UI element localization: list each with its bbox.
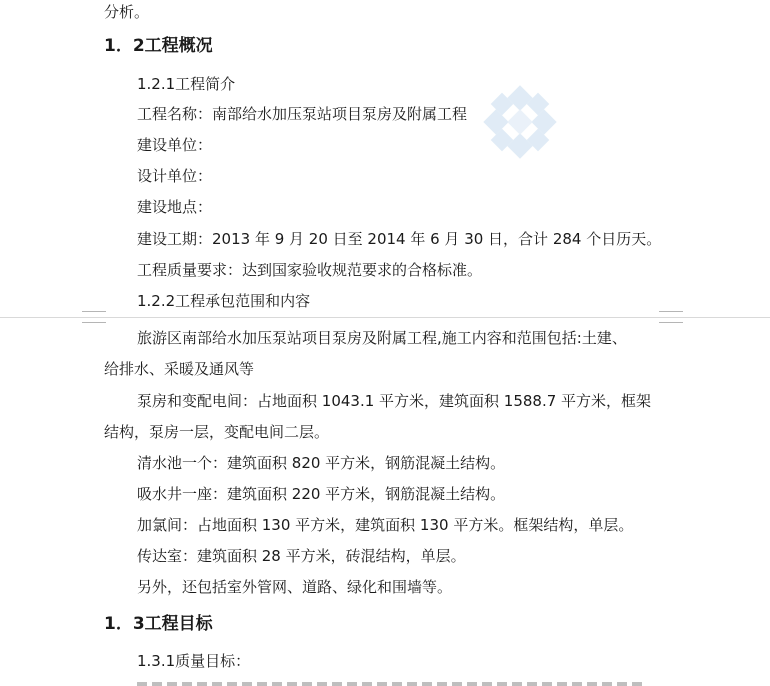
suction-well-line: 吸水井一座：建筑面积 220 平方米，钢筋混凝土结构。	[137, 485, 506, 503]
subsection-heading-1-2-1: 1.2.1工程简介	[137, 75, 236, 93]
subsection-heading-1-3-1: 1.3.1质量目标：	[137, 652, 251, 670]
page-break	[0, 317, 770, 318]
subsection-heading-1-2-2: 1.2.2工程承包范围和内容	[137, 292, 311, 310]
section-heading-1-3: 1．3工程目标	[104, 614, 213, 634]
chlorination-room-line: 加氯间：占地面积 130 平方米，建筑面积 130 平方米。框架结构，单层。	[137, 516, 634, 534]
duration-line: 建设工期：2013 年 9 月 20 日至 2014 年 6 月 30 日，合计 284 个日历天。	[137, 230, 662, 248]
quality-requirement-line: 工程质量要求：达到国家验收规范要求的合格标准。	[137, 261, 483, 279]
designer-line: 设计单位：	[137, 167, 213, 185]
others-line: 另外，还包括室外管网、道路、绿化和围墙等。	[137, 578, 453, 596]
clear-water-pool-line: 清水池一个：建筑面积 820 平方米，钢筋混凝土结构。	[137, 454, 506, 472]
page-break-marker-right	[659, 311, 683, 323]
cut-off-text-line	[137, 682, 647, 686]
page-break-marker-left	[82, 311, 106, 323]
builder-line: 建设单位：	[137, 136, 213, 154]
scope-paragraph-line1: 旅游区南部给水加压泵站项目泵房及附属工程,施工内容和范围包括:土建、	[137, 329, 627, 347]
snowflake-logo-icon	[480, 82, 560, 162]
top-fragment: 分析。	[104, 3, 150, 21]
project-name-line: 工程名称：南部给水加压泵站项目泵房及附属工程	[137, 105, 468, 123]
pump-room-line1: 泵房和变配电间：占地面积 1043.1 平方米，建筑面积 1588.7 平方米，框架	[137, 392, 652, 410]
scope-paragraph-line2: 给排水、采暖及通风等	[104, 360, 255, 378]
section-heading-1-2: 1．2工程概况	[104, 36, 213, 56]
location-line: 建设地点：	[137, 198, 213, 216]
guard-room-line: 传达室：建筑面积 28 平方米，砖混结构，单层。	[137, 547, 466, 565]
pump-room-line2: 结构，泵房一层，变配电间二层。	[104, 423, 330, 441]
